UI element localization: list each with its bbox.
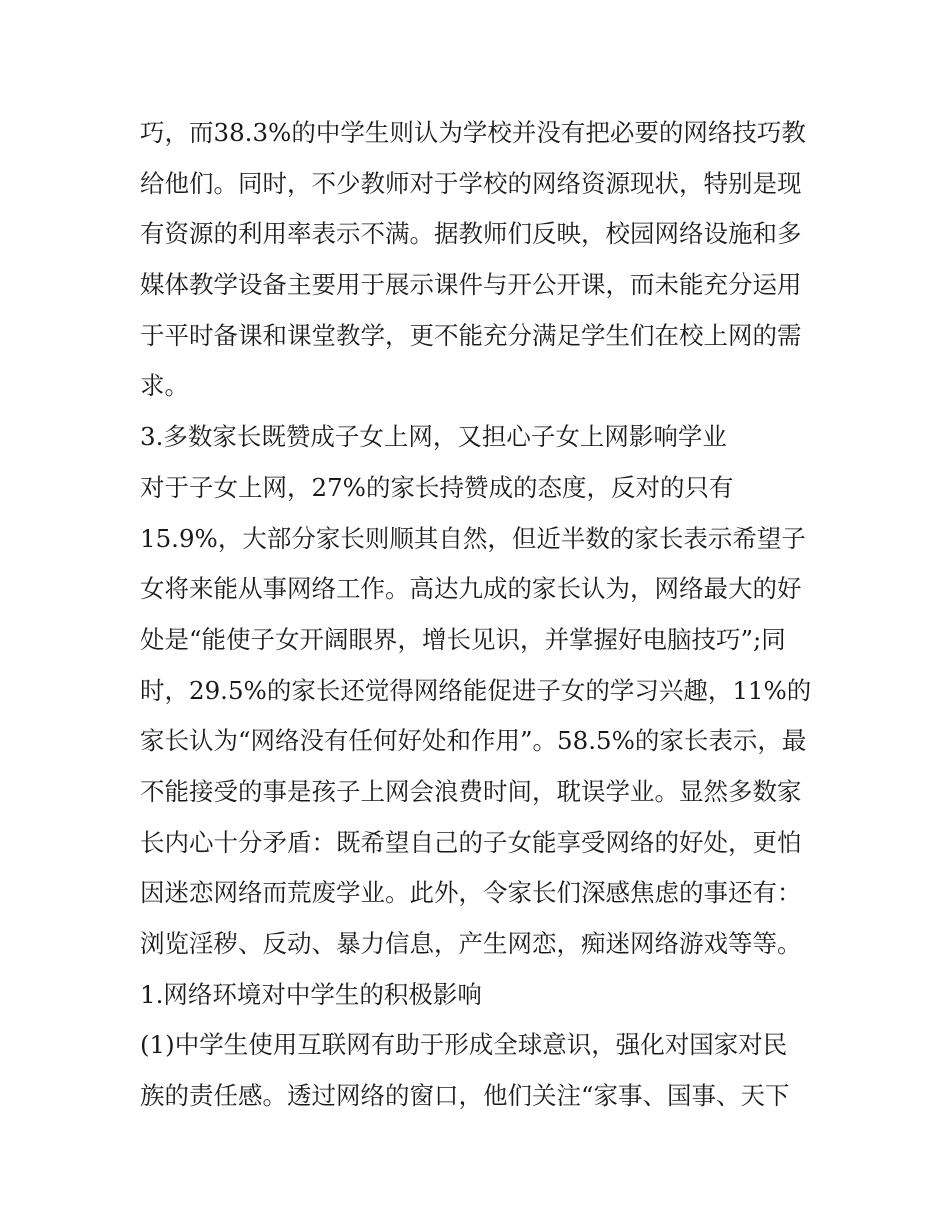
- body-text: [140, 108, 830, 1122]
- text-line: 浏览淫秽、反动、暴力信息，产生网恋，痴迷网络游戏等等。: [140, 929, 802, 958]
- text-line: 族的责任感。透过网络的窗口，他们关注“家事、国事、天下: [140, 1081, 790, 1111]
- text-line: 长内心十分矛盾：既希望自己的子女能享受网络的好处，更怕: [140, 827, 802, 857]
- text-line: 女将来能从事网络工作。高达九成的家长认为，网络最大的好: [140, 574, 802, 604]
- text-line: 给他们。同时，不少教师对于学校的网络资源现状，特别是现: [140, 168, 802, 198]
- text-line: 不能接受的事是孩子上网会浪费时间，耽误学业。显然多数家: [140, 776, 802, 806]
- text-line: 时，29.5%的家长还觉得网络能促进子女的学习兴趣，11%的: [140, 675, 812, 705]
- text-line: 于平时备课和课堂教学，更不能充分满足学生们在校上网的需: [140, 320, 802, 350]
- section-heading: 1.网络环境对中学生的积极影响: [140, 979, 482, 1009]
- text-line: 巧，而38.3%的中学生则认为学校并没有把必要的网络技巧教: [140, 118, 806, 147]
- text-line: 对于子女上网，27%的家长持赞成的态度，反对的只有: [140, 472, 734, 502]
- text-line: 15.9%，大部分家长则顺其自然，但近半数的家长表示希望子: [140, 523, 806, 553]
- section-heading: 3.多数家长既赞成子女上网，又担心子女上网影响学业: [140, 422, 727, 452]
- text-line: 家长认为“网络没有任何好处和作用”。58.5%的家长表示，最: [140, 726, 807, 756]
- text-line: 有资源的利用率表示不满。据教师们反映，校园网络设施和多: [140, 219, 802, 249]
- text-line: 求。: [140, 371, 189, 401]
- text-line: 处是“能使子女开阔眼界，增长见识，并掌握好电脑技巧”;同: [140, 624, 786, 654]
- text-line: (1)中学生使用互联网有助于形成全球意识，强化对国家对民: [140, 1030, 788, 1060]
- text-line: 媒体教学设备主要用于展示课件与开公开课，而未能充分运用: [140, 270, 802, 300]
- text-line: 因迷恋网络而荒废学业。此外，令家长们深感焦虑的事还有：: [140, 878, 802, 908]
